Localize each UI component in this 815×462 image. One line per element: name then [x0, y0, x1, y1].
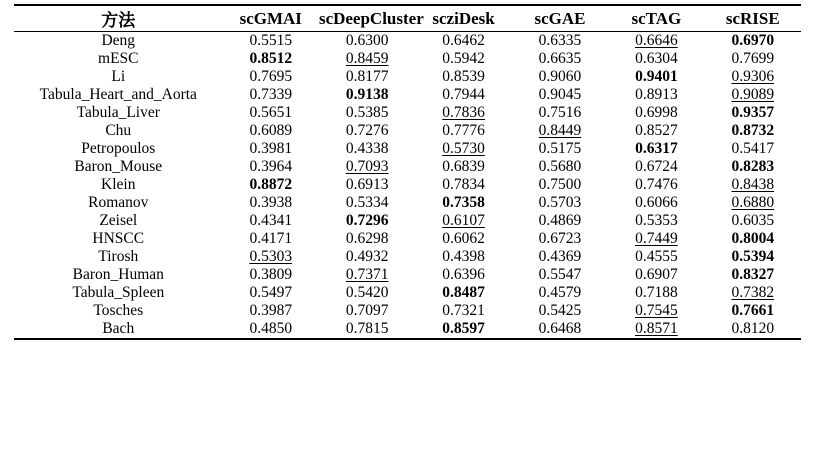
- metric-cell: 0.7834: [442, 176, 485, 193]
- metric-cell: 0.7276: [345, 122, 389, 139]
- metric-cell: 0.6304: [635, 50, 678, 67]
- metric-cell: 0.8459: [345, 50, 389, 67]
- bottom-rule: [14, 339, 801, 340]
- table-row: [14, 158, 801, 176]
- metric-cell: 0.5334: [345, 194, 389, 211]
- metric-cell: 0.8913: [635, 86, 678, 103]
- table-row: [14, 302, 801, 320]
- metric-cell: 0.3809: [249, 266, 293, 283]
- table-row: [14, 212, 801, 230]
- metric-cell: 0.8283: [731, 158, 775, 175]
- metric-cell: 0.7944: [442, 86, 485, 103]
- metric-cell: 0.3981: [249, 140, 293, 157]
- metric-cell: 0.5425: [538, 302, 582, 319]
- metric-cell: 0.3964: [249, 158, 293, 175]
- metric-cell: 0.8512: [249, 50, 293, 67]
- dataset-name-cell: Tosches: [93, 302, 144, 319]
- metric-cell: 0.7371: [345, 266, 389, 283]
- table-row: [14, 194, 801, 212]
- metric-cell: 0.7097: [345, 302, 389, 319]
- metric-cell: 0.4398: [442, 248, 485, 265]
- metric-cell: 0.5942: [442, 50, 485, 67]
- metric-cell: 0.6724: [635, 158, 678, 175]
- metric-cell: 0.4369: [538, 248, 582, 265]
- metric-cell: 0.8438: [731, 176, 775, 193]
- metric-cell: 0.4338: [345, 140, 389, 157]
- metric-cell: 0.7836: [442, 104, 485, 121]
- metric-cell: 0.6880: [731, 194, 775, 211]
- column-header-scgae: scGAE: [534, 8, 586, 28]
- metric-cell: 0.8327: [731, 266, 775, 283]
- dataset-name-cell: Tirosh: [98, 248, 139, 265]
- metric-cell: 0.9045: [538, 86, 582, 103]
- metric-cell: 0.3987: [249, 302, 293, 319]
- metric-cell: 0.6396: [442, 266, 485, 283]
- table-row: [14, 104, 801, 122]
- table-row: [14, 86, 801, 104]
- metric-cell: 0.6300: [345, 32, 389, 49]
- results-table: [14, 4, 801, 340]
- metric-cell: 0.5703: [538, 194, 582, 211]
- metric-cell: 0.5651: [249, 104, 293, 121]
- metric-cell: 0.6035: [731, 212, 775, 229]
- metric-cell: 0.8004: [731, 230, 775, 247]
- metric-cell: 0.3938: [249, 194, 293, 211]
- table-row: [14, 68, 801, 86]
- metric-cell: 0.6913: [345, 176, 389, 193]
- metric-cell: 0.8732: [731, 122, 775, 139]
- metric-cell: 0.5353: [635, 212, 678, 229]
- dataset-name-cell: Tabula_Spleen: [72, 284, 165, 301]
- metric-cell: 0.7296: [345, 212, 389, 229]
- dataset-name-cell: Zeisel: [99, 212, 138, 229]
- table-row: [14, 140, 801, 158]
- table-row: [14, 50, 801, 68]
- metric-cell: 0.7358: [442, 194, 485, 211]
- metric-cell: 0.8487: [442, 284, 485, 301]
- table-head: [14, 5, 801, 32]
- dataset-name-cell: Petropoulos: [81, 140, 156, 157]
- dataset-name-cell: Tabula_Heart_and_Aorta: [39, 86, 197, 103]
- table-row: [14, 176, 801, 194]
- metric-cell: 0.5547: [538, 266, 582, 283]
- metric-cell: 0.6062: [442, 230, 485, 247]
- table-row: [14, 248, 801, 266]
- metric-cell: 0.5420: [345, 284, 389, 301]
- metric-cell: 0.7500: [538, 176, 582, 193]
- metric-cell: 0.6462: [442, 32, 485, 49]
- metric-cell: 0.8597: [442, 320, 485, 337]
- column-header-scdeepcluster: scDeepCluster: [318, 8, 424, 28]
- metric-cell: 0.5175: [538, 140, 582, 157]
- column-header-scrise: scRISE: [725, 8, 780, 28]
- column-header-sctag: scTAG: [631, 8, 682, 28]
- metric-cell: 0.6066: [635, 194, 678, 211]
- dataset-name-cell: Romanov: [88, 194, 149, 211]
- metric-cell: 0.9138: [345, 86, 389, 103]
- metric-cell: 0.5730: [442, 140, 485, 157]
- dataset-name-cell: mESC: [98, 50, 139, 67]
- metric-cell: 0.7188: [635, 284, 678, 301]
- metric-cell: 0.7093: [345, 158, 389, 175]
- dataset-name-cell: Baron_Human: [72, 266, 164, 283]
- header-row: [14, 6, 801, 32]
- column-header-scgmai: scGMAI: [239, 8, 302, 28]
- table-row: [14, 284, 801, 302]
- metric-cell: 0.6907: [635, 266, 678, 283]
- metric-cell: 0.7776: [442, 122, 485, 139]
- metric-cell: 0.9306: [731, 68, 775, 85]
- metric-cell: 0.9089: [731, 86, 775, 103]
- dataset-name-cell: Li: [111, 68, 126, 85]
- column-header-sczidesk: scziDesk: [432, 8, 495, 28]
- metric-cell: 0.8872: [249, 176, 293, 193]
- dataset-name-cell: Chu: [105, 122, 132, 139]
- table-row: [14, 32, 801, 50]
- metric-cell: 0.7449: [635, 230, 678, 247]
- metric-cell: 0.6468: [538, 320, 582, 337]
- metric-cell: 0.8539: [442, 68, 485, 85]
- metric-cell: 0.6839: [442, 158, 485, 175]
- metric-cell: 0.8177: [345, 68, 389, 85]
- metric-cell: 0.5497: [249, 284, 293, 301]
- table-row: [14, 122, 801, 140]
- metric-cell: 0.8449: [538, 122, 582, 139]
- metric-cell: 0.9401: [635, 68, 678, 85]
- metric-cell: 0.8527: [635, 122, 678, 139]
- table-foot: [14, 339, 801, 340]
- metric-cell: 0.6335: [538, 32, 582, 49]
- metric-cell: 0.7695: [249, 68, 293, 85]
- dataset-name-cell: Deng: [101, 32, 136, 49]
- metric-cell: 0.7516: [538, 104, 582, 121]
- dataset-name-cell: Bach: [102, 320, 135, 337]
- metric-cell: 0.4171: [249, 230, 293, 247]
- metric-cell: 0.4850: [249, 320, 293, 337]
- metric-cell: 0.6298: [345, 230, 389, 247]
- metric-cell: 0.9060: [538, 68, 582, 85]
- metric-cell: 0.7339: [249, 86, 293, 103]
- metric-cell: 0.5680: [538, 158, 582, 175]
- metric-cell: 0.5394: [731, 248, 775, 265]
- metric-cell: 0.7699: [731, 50, 775, 67]
- table-row: [14, 230, 801, 248]
- table-body: [14, 32, 801, 339]
- metric-cell: 0.7382: [731, 284, 775, 301]
- dataset-name-cell: Klein: [101, 176, 136, 193]
- metric-cell: 0.6723: [538, 230, 582, 247]
- metric-cell: 0.6107: [442, 212, 485, 229]
- metric-cell: 0.5417: [731, 140, 775, 157]
- metric-cell: 0.7661: [731, 302, 775, 319]
- metric-cell: 0.6089: [249, 122, 293, 139]
- metric-cell: 0.4555: [635, 248, 678, 265]
- metric-cell: 0.6317: [635, 140, 678, 157]
- metric-cell: 0.4579: [538, 284, 582, 301]
- metric-cell: 0.8120: [731, 320, 775, 337]
- metric-cell: 0.9357: [731, 104, 775, 121]
- metric-cell: 0.8571: [635, 320, 678, 337]
- metric-cell: 0.5385: [345, 104, 389, 121]
- metric-cell: 0.5515: [249, 32, 293, 49]
- metric-cell: 0.6646: [635, 32, 678, 49]
- table-row: [14, 266, 801, 284]
- metric-cell: 0.4932: [345, 248, 389, 265]
- metric-cell: 0.7545: [635, 302, 678, 319]
- metric-cell: 0.4341: [249, 212, 293, 229]
- metric-cell: 0.5303: [249, 248, 293, 265]
- column-header-method: 方法: [101, 11, 136, 31]
- metric-cell: 0.7476: [635, 176, 678, 193]
- dataset-name-cell: Tabula_Liver: [76, 104, 160, 121]
- dataset-name-cell: Baron_Mouse: [74, 158, 163, 175]
- metric-cell: 0.6635: [538, 50, 582, 67]
- metric-cell: 0.6970: [731, 32, 775, 49]
- metric-cell: 0.7321: [442, 302, 485, 319]
- metric-cell: 0.6998: [635, 104, 678, 121]
- metric-cell: 0.7815: [345, 320, 389, 337]
- table-row: [14, 320, 801, 339]
- dataset-name-cell: HNSCC: [92, 230, 145, 247]
- metric-cell: 0.4869: [538, 212, 582, 229]
